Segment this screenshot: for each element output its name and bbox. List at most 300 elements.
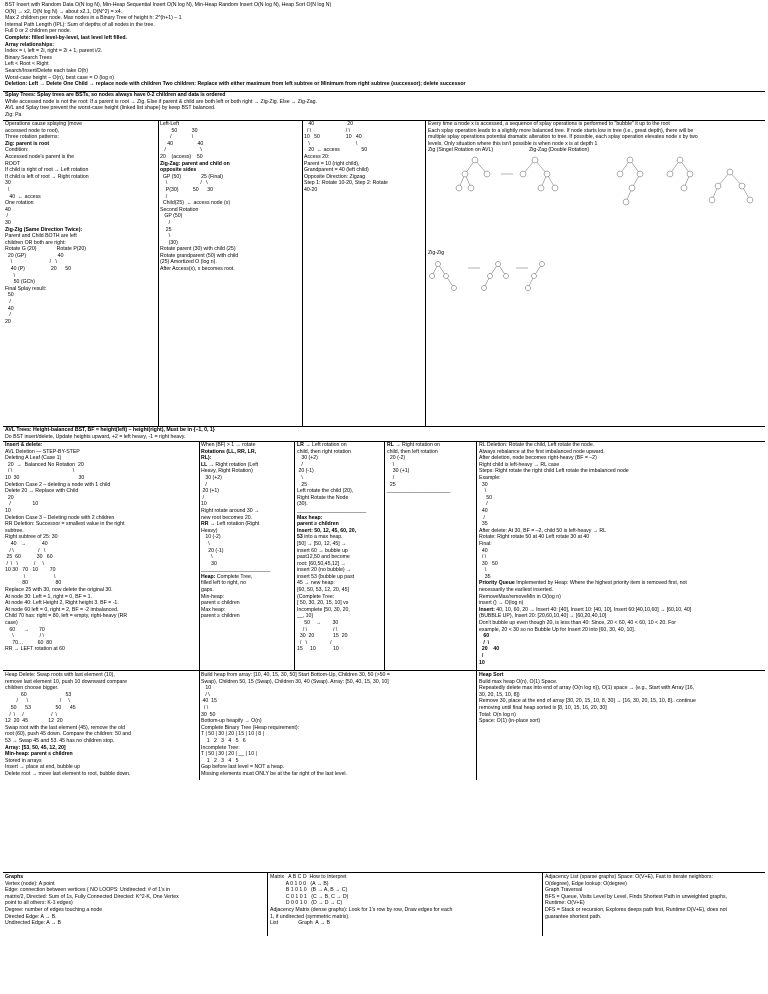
text-line: After deletion, node becomes right-heavy (BF = –2) (479, 455, 597, 462)
text-line: If child is right of root → Left rotation (5, 167, 89, 174)
bold-term: 53 (297, 534, 303, 541)
text-line: 25 (387, 481, 396, 488)
text-line: \ / \ (160, 180, 208, 187)
text-line: 60 (479, 633, 490, 640)
text-line: 50 30 (160, 127, 198, 134)
text-line: Access 20: (304, 153, 330, 160)
splay-col-2 (160, 121, 300, 381)
text-line: RemoveMax/removeMin in O(log n) (479, 593, 561, 600)
text-line: Insert & delete: (5, 442, 43, 448)
text-line: / \ / \ (304, 127, 351, 134)
divider (294, 441, 295, 670)
text-line: opposite sides (160, 167, 197, 174)
text-line: / (479, 501, 488, 508)
text-line: 20 (-1) (201, 547, 224, 554)
text-line (297, 528, 383, 535)
text-line: Grandparent = 40 (left child) (304, 167, 369, 174)
text-line: 60 53 (5, 691, 72, 698)
bold-term: LR (297, 442, 304, 448)
text-line: [ 50, 30, 20, 15, 10] vs (297, 600, 349, 607)
splay-col-1 (5, 121, 157, 427)
text-line: Rotations (LL, RR, LR, (201, 448, 257, 455)
text-line: Final: (479, 540, 492, 547)
text-line: AVL Trees: Height-balanced BST, BF = height(left) – height(right), Must be in {–1, 0, 1} (5, 427, 215, 433)
heap-col-1 (5, 672, 198, 780)
text-line: Child 70 has: right = 80, left = empty, right-heavy (RR (5, 613, 128, 620)
text-line: parent ≥ children (297, 521, 339, 528)
line-rest: [53, 50, 45, 12, 20] (20, 744, 66, 751)
text-line: [60, 50, 53, 12, 20, 45] (297, 587, 349, 594)
text-line: / \ (160, 147, 202, 154)
line-rest: Complete Tree, (215, 573, 253, 580)
text-line: Runtime: O(V+E) (545, 900, 585, 907)
text-line: insert 20 (no bubble) → (297, 567, 352, 574)
text-line: 10 (-2) (201, 534, 221, 541)
text-line: 40 15 (201, 698, 217, 705)
text-line: 30 (5, 219, 11, 226)
text-line: Total: O(n log n) (479, 711, 516, 718)
text-line: 50 53 50 45 (5, 704, 76, 711)
text-line: children choose bigger. (5, 685, 59, 692)
text-line: Deletion Case 2 – deleting a node with 1 child (5, 481, 111, 488)
text-line: 60 → 70 (5, 626, 45, 633)
splay-col-3 (304, 121, 424, 221)
text-line: Right rotate around 30 → (201, 507, 260, 514)
text-line: (30) (160, 239, 178, 246)
text-line: parent ≤ children (201, 600, 240, 607)
text-line: Don't bubble up even though 20, is less than 40: Since, 20 < 60, 40 < 60, 10 < 20. For (479, 620, 676, 627)
text-line: Zig (Singel Rotation on AVL) Zig-Zag (Double Rotation) (428, 147, 590, 154)
text-line: 25 60 30 60 (5, 554, 53, 561)
text-line: 20 (5, 318, 11, 325)
text-line: Rotate parent (30) with child (25) (160, 246, 236, 253)
divider (476, 670, 477, 780)
text-line: A 0 1 0 0 (A → B) (270, 880, 329, 887)
text-line: Build heap from array: [10, 40, 15, 30, 50] Start Bottom-Up, Children 30, 50 (>50 = (201, 672, 390, 678)
text-line: AVL Deletion — STEP-BY-STEP (5, 448, 80, 455)
text-line: 10 (5, 507, 11, 514)
text-line: Swap), Children 50, 15 (Swap), Children 30, 40 (Swap). Array: [50, 40, 15, 30, 10] (201, 678, 389, 685)
text-line: 10 30 70 10 70 (5, 567, 56, 574)
text-line: gaps. (201, 587, 214, 594)
avl-col-4 (387, 442, 475, 522)
text-line: \ \ (304, 140, 358, 147)
text-line: After delete: At 30, BF = –2, child 50 is left-heavy → RL (479, 527, 607, 534)
text-line: Deletion: Left → Delete One Child → replace node with children Two children: Replace with either maximum from left subtree or Minimum from right subtree (successor); delete successor (5, 81, 466, 88)
text-line: 80 80 (5, 580, 62, 587)
line-rest: 50, 12, 45, 60, 20, (312, 527, 357, 534)
text-line: 20 → Balanced No Rotation 20 (5, 461, 84, 468)
text-line: Heavy, Right Rotation) (201, 468, 253, 475)
text-line: Heavy) (201, 527, 218, 534)
divider (542, 872, 543, 936)
text-line: / (5, 213, 8, 220)
text-line: \ \ (5, 573, 56, 580)
text-line: subtree. (5, 527, 24, 534)
text-line: / (479, 514, 485, 521)
text-line: past12,50 and become (297, 554, 350, 561)
text-line: (Complete Tree: (297, 593, 335, 600)
text-line: \ (5, 272, 16, 279)
text-line: 40 20 (304, 121, 354, 127)
text-line: 70… 60 80 (5, 639, 52, 646)
text-line: removing until final heap sorted is [8, 10, 15, 16, 20, 30] (479, 704, 607, 711)
text-line: B 1 0 1 0 (B → A, B → C) (270, 887, 348, 894)
zigzag-diagram (610, 152, 760, 227)
text-line: 20 (+1) (201, 488, 220, 495)
text-line: Complete Binary Tree (Heap requirement): (201, 724, 300, 731)
text-line: Always rebalance at the first imbalanced node upward. (479, 448, 605, 455)
text-line: __, 10] (297, 613, 313, 620)
text-line: GP (50) (160, 213, 183, 220)
text-line: If child is left of root → Right rotation (5, 173, 89, 180)
text-line: Condition: (5, 147, 29, 154)
text-line: matrix/2, Directed: Sum of 1s, Fully Connected Directed: K^2-K, One Vertex (5, 893, 179, 900)
text-line: root (60), push 45 down. Compare the children: 50 and (5, 731, 132, 738)
text-line: Edge: connection between vertices ( NO LOOPS: Undirected: # of 1's in (5, 887, 171, 894)
avl-col-2 (201, 442, 293, 670)
text-line: new root becomes 20. (201, 514, 253, 521)
text-line: At node 30: Left = 1, right = 0, BF = 1. (5, 593, 92, 600)
text-line: / (387, 474, 395, 481)
text-line: At node 60 left = 0, right = 2, BF = -2 imbalanced. (5, 606, 119, 613)
bold-term: Priority Queue (479, 580, 515, 587)
text-line: 10 30 30 (5, 474, 85, 481)
text-line: filled left to right, no (201, 580, 246, 587)
text-line: Max 2 children per node. Max nodes in a Binary Tree of height h: 2^(h+1) – 1 (5, 15, 182, 22)
text-line: Accessed node's parent is the (5, 153, 75, 160)
text-line: Space: O(1) (in-place sort) (479, 718, 541, 725)
text-line: Zig-Zag: parent and child on (160, 160, 230, 167)
text-line: remove last element 10, push 10 downward compare (5, 678, 127, 685)
text-line: Repeatedly delete max into end of array (O(n log n)), O(1) space → (e.g., Start with Array [16, (479, 685, 695, 692)
text-line: 30 (479, 481, 488, 488)
avl-col-5 (479, 442, 765, 670)
text-line (201, 462, 293, 469)
text-line: Each splay operation leads to a slightly more balanced tree. If node starts low in tree (i.e., great depth), there will be (428, 127, 694, 134)
text-line: While accessed node is not the root: If a parent is root → Zig. Else if parent & child are both left or both right → Zig-Zig. Else → Zig-Zag. (5, 98, 317, 105)
text-line: 50 (5, 292, 14, 299)
text-line: Bottom-up heapify → O(n) (201, 718, 262, 725)
text-line: / \ / \ (5, 698, 70, 705)
text-line: (BUBBLE UP), Insert 20: [20,60,10,40] → [60,20,40,10] (479, 613, 607, 620)
divider (302, 120, 303, 426)
text-line: Parent = 10 (right child), (304, 160, 360, 167)
text-line: BFS = Queue, Visits Level by Level, Finds Shortest Path in unweighted graphs, (545, 893, 728, 900)
text-line: 50 (479, 494, 492, 501)
divider (267, 872, 268, 936)
text-line: \ (479, 567, 487, 574)
text-line: Right subtree of 25: 30 (5, 534, 58, 541)
bold-term: Array: (5, 744, 21, 751)
divider (199, 670, 200, 780)
text-line: Heap Delete: Swap roots with last element (10), (5, 672, 115, 678)
text-line: 20 ← access 50 (304, 147, 368, 154)
text-line (297, 442, 383, 449)
text-line: \ (5, 186, 10, 193)
text-line: 20 40 (479, 646, 500, 653)
text-line: 30 (+2) (201, 474, 222, 481)
text-line: C 0 1 0 1 (C → B, C → D) (270, 893, 349, 900)
text-line: 30 50 (201, 711, 216, 718)
text-line: 1 2 3 4 5 6 (201, 737, 246, 744)
text-line: 40-20 (304, 186, 318, 193)
text-line: 45 → new heap: (297, 580, 335, 587)
text-line: 50 → 30 (297, 620, 339, 627)
text-line (479, 580, 765, 587)
text-line: \ (387, 461, 395, 468)
text-line: 10 (201, 501, 207, 508)
avl-header (5, 427, 765, 441)
text-line: Adjacency Matrix (dense graphs): Look for 1's row by row, Draw edges for each (270, 906, 453, 913)
text-line: Final Splay result: (5, 285, 47, 292)
text-line: T | 50 | 30 | 20 | __ | 10 | (201, 751, 257, 758)
text-line: When |BF| > 1 → rotate (201, 442, 256, 448)
text-line: Rotate: Right rotate 50 at 40 Left rotate 30 at 40 (479, 534, 590, 541)
text-line: guarantee shortest path. (545, 913, 602, 920)
text-line: Array relationships: (5, 41, 55, 48)
text-line: Min-heap: (201, 593, 225, 600)
bold-term: Insert: (479, 606, 495, 613)
text-line: 40 → 40 (5, 540, 48, 547)
bold-term: RR (201, 521, 209, 528)
text-line: Three rotation patterns: (5, 134, 59, 141)
text-line: 20 (-2) (387, 455, 406, 462)
text-line: P(30) 50 30 (160, 186, 214, 193)
text-line: 20 (-1) (297, 468, 314, 475)
text-line: child, then right rotation (297, 448, 351, 455)
text-line: Left < Root < Right (5, 61, 49, 68)
text-line: Rotate grandparent (50) with child (160, 252, 239, 259)
text-line: Gap before last level = NOT a heap. (201, 764, 285, 771)
text-line: Adjacency List (sparse graphs) Space: O(V+E), Fast to iterate neighbors: (545, 874, 713, 880)
text-line: Incomplete [50, 30, 20, (297, 606, 350, 613)
text-line: Search/Insert/Delete each take O(h) (5, 67, 89, 74)
text-line: Degree: number of edges touching a node (5, 906, 103, 913)
bold-term: Heap: (201, 573, 216, 580)
text-line: 10 (479, 659, 485, 666)
text-line (201, 521, 293, 528)
line-rest: into a max heap. (302, 534, 343, 541)
text-line: 30 (5, 180, 11, 187)
text-line: BST Insert with Random Data O(N log N), Min-Heap Sequential Insert O(N log N), Min-Heap Random Insert O(N log N), Heap Sort O(N log N) (5, 2, 332, 8)
text-line: 10 (201, 685, 212, 692)
text-line: ROOT (5, 160, 20, 167)
divider (3, 670, 765, 671)
text-line: children OR both are right: (5, 239, 66, 246)
text-line: 35 (479, 521, 488, 528)
text-line: 20 (access) 50 (160, 153, 203, 160)
text-line (5, 745, 198, 752)
text-line: 12 20 45 12 20 (5, 718, 63, 725)
text-line: / \ / / \ (5, 711, 57, 718)
splay-header (5, 92, 765, 120)
top-notes (5, 2, 765, 90)
text-line: Zig: parent is root (5, 140, 50, 147)
text-line: Parent and Child BOTH are left (5, 233, 77, 240)
text-line: GP (50) 25 (Final) (160, 173, 224, 180)
text-line: / (297, 461, 303, 468)
text-line: Example: (479, 474, 501, 481)
text-line: 30 (201, 560, 217, 567)
text-line: / (5, 299, 11, 306)
text-line: \ (201, 554, 213, 561)
text-line: / \ (479, 554, 487, 561)
text-line: 40 40 (160, 140, 204, 147)
text-line: Incomplete Tree: (201, 744, 240, 751)
text-line: Max heap: (297, 514, 323, 521)
text-line: 10 50 10 40 (304, 134, 362, 141)
divider (476, 441, 477, 670)
text-line: Min-heap: parent ≤ children (5, 751, 73, 758)
zig-diagram (455, 152, 575, 207)
text-line: 30 20 15 20 (297, 633, 348, 640)
zigzig-diagram (428, 258, 558, 303)
text-line: / \ / \ (297, 626, 338, 633)
bold-term: RL (387, 442, 394, 448)
zigzig-label: Zig-Zig (428, 250, 445, 256)
text-line: insert 53 (bubble up past (297, 573, 355, 580)
text-line (201, 574, 293, 581)
text-line: \ / \ (5, 259, 57, 266)
divider (425, 120, 426, 426)
text-line: At node 40: Left Height 2, Right height 3. BF = -1. (5, 600, 119, 607)
text-line: D 0 0 1 0 (D → D → C) (270, 900, 343, 907)
text-line: case) (5, 620, 18, 627)
text-line: / \ (160, 134, 194, 141)
text-line: 30 (+1) (387, 468, 410, 475)
text-line: Do BST insert/delete, Update heights upward, +2 = left heavy, -1 = right heavy. (5, 433, 186, 440)
text-line: 40 ← access (5, 193, 41, 200)
text-line: Operations cause splaying (move (5, 121, 82, 127)
text-line: Vertex (node): A point (5, 880, 55, 887)
text-line: O(N) → x2, O(N log N) → about x2.1, O(N^2) = x4. (5, 8, 123, 15)
text-line: After Access(x), x becomes root. (160, 266, 235, 273)
text-line: necessarily the earliest inserted. (479, 587, 554, 594)
text-line: example, 20 < 30 so no Bubble Up for Insert 20 into [60, 30, 40, 10]. (479, 626, 636, 633)
text-line: Every time a node x is accessed, a sequence of splay operations is performed to "bubble" it up to the root (428, 121, 670, 127)
text-line: / (160, 193, 168, 200)
text-line: insert () → O(log n) (479, 600, 524, 607)
text-line: / (160, 219, 171, 226)
text-line: Undirected Edge: A → B (5, 920, 61, 927)
divider (384, 441, 385, 670)
text-line: Zig-Zig (Same Direction Twice): (5, 226, 83, 233)
text-line: ________________________ (297, 507, 367, 514)
divider (3, 872, 765, 873)
text-line: 40 (479, 507, 488, 514)
avl-col-3 (297, 442, 383, 670)
text-line: Splay Trees: Splay trees are BSTs, so nodes always have 0-2 children and data is ordered (5, 92, 226, 98)
text-line: Max heap: (201, 606, 226, 613)
text-line: Right child is left-heavy → RL case (479, 461, 560, 468)
text-line: root: [60,50,45,12] → (297, 560, 346, 567)
text-line: Right Rotate the Node (297, 494, 349, 501)
text-line: 1, if undirected (symmetric matrix). (270, 913, 350, 920)
text-line: Worst-case height – O(n), best case = O (log n) (5, 74, 115, 81)
text-line: Steps: Right rotate the right child Left rotate the imbalanced node (479, 468, 629, 475)
text-line: Opposite Direction: Zigzag (304, 173, 366, 180)
text-line: multiple splay operations potential dramatic alteration to tree. If possible, each splay operation elevates node x by two (428, 134, 698, 141)
graph-col-2 (270, 874, 540, 934)
text-line: child, then left rotation (387, 448, 438, 455)
text-line: / \ / (297, 639, 332, 646)
text-line: Complete: filled level-by-level, last level left filled. (5, 34, 127, 41)
text-line: / \ (201, 691, 210, 698)
text-line: parent ≥ children (201, 613, 240, 620)
text-line: Step 1: Rotate 10-20, Step 2: Rotate (304, 180, 388, 187)
text-line: Full 0 or 2 children per node. (5, 28, 72, 35)
text-line: / \ \ / \ (5, 560, 44, 567)
text-line: 30 (+2) (297, 455, 318, 462)
line-rest: 40, 10, 60, 20 → Insert 40: [40], Insert 10: [40, 10], Insert 60:[40,10,60] → [60,10, 40] (494, 606, 692, 613)
text-line: \ (201, 540, 210, 547)
text-line: 35 (479, 573, 491, 580)
text-line: [50] → [50, 12, 45] → (297, 540, 347, 547)
text-line: / 10 (5, 501, 39, 508)
text-line: / (201, 494, 204, 501)
text-line: 53 → Swap 45 and 53. 45 has no children stop. (5, 737, 115, 744)
text-line: RR → LEFT rotation at 60 (5, 646, 65, 653)
text-line: T | 50 | 30 | 20 | 15 | 10 | 8 | (201, 731, 264, 738)
text-line: 40 (5, 305, 14, 312)
text-line: / \ / \ (5, 547, 46, 554)
text-line (479, 607, 765, 614)
text-line: Graphs (5, 874, 24, 880)
text-line: Zig: Pa (5, 111, 22, 118)
text-line: accessed node to root), (5, 127, 60, 134)
text-line: DFS = Stack or recursion, Explores deeps path first, Runtime:O(V+E), does not (545, 906, 727, 913)
text-line: Build max heap O(n), O(1) Space. (479, 678, 558, 685)
text-line: ______________________ (387, 488, 451, 495)
text-line: / (479, 653, 484, 659)
text-line: point to all others: K-1 edges) (5, 900, 73, 907)
text-line: / \ (201, 704, 209, 711)
text-line: One rotation (5, 200, 34, 207)
text-line: \ (297, 474, 303, 481)
line-rest: → Left rotation on (303, 442, 347, 448)
text-line: List Graph A → B (270, 920, 330, 927)
text-line: 25 (160, 226, 172, 233)
text-line: 20 (5, 494, 14, 501)
text-line: Swap root with the last element (45), remove the old (5, 724, 125, 731)
line-rest: → Right rotation (Left (207, 461, 259, 468)
text-line: / \ (479, 639, 490, 646)
text-line: 20 (GP) 40 (5, 252, 64, 259)
text-line: Second Rotation (160, 206, 199, 213)
text-line: Stored in arrays (5, 757, 42, 764)
text-line: 30 50 (479, 560, 498, 567)
text-line: Graph Traversal (545, 887, 583, 894)
text-line: 1 2 3 4 5 (201, 757, 239, 764)
text-line: Directed Edge: A → B. (5, 913, 57, 920)
text-line (297, 534, 383, 541)
line-rest: → Right rotation on (393, 442, 441, 448)
text-line: / (201, 481, 207, 488)
text-line: 40 (5, 206, 11, 213)
line-rest: → Left rotation (Right (208, 521, 260, 528)
text-line: \ (479, 488, 487, 495)
text-line: RL Deletion: Rotate the child, Left rotate the node. (479, 442, 595, 448)
text-line: Left rotate the child (20), (297, 488, 354, 495)
text-line: 15 10 10 (297, 646, 339, 653)
text-line: Child(25) ← access node (x) (160, 200, 231, 207)
text-line: Delete 20 → Replace with Child (5, 488, 79, 495)
text-line: 30, 20, 15, 10, 8]) (479, 691, 520, 698)
bold-term: Insert: (297, 527, 313, 534)
text-line: RR Deletion: Successor = smallest value in the right (5, 521, 125, 528)
text-line: 25 (297, 481, 308, 488)
